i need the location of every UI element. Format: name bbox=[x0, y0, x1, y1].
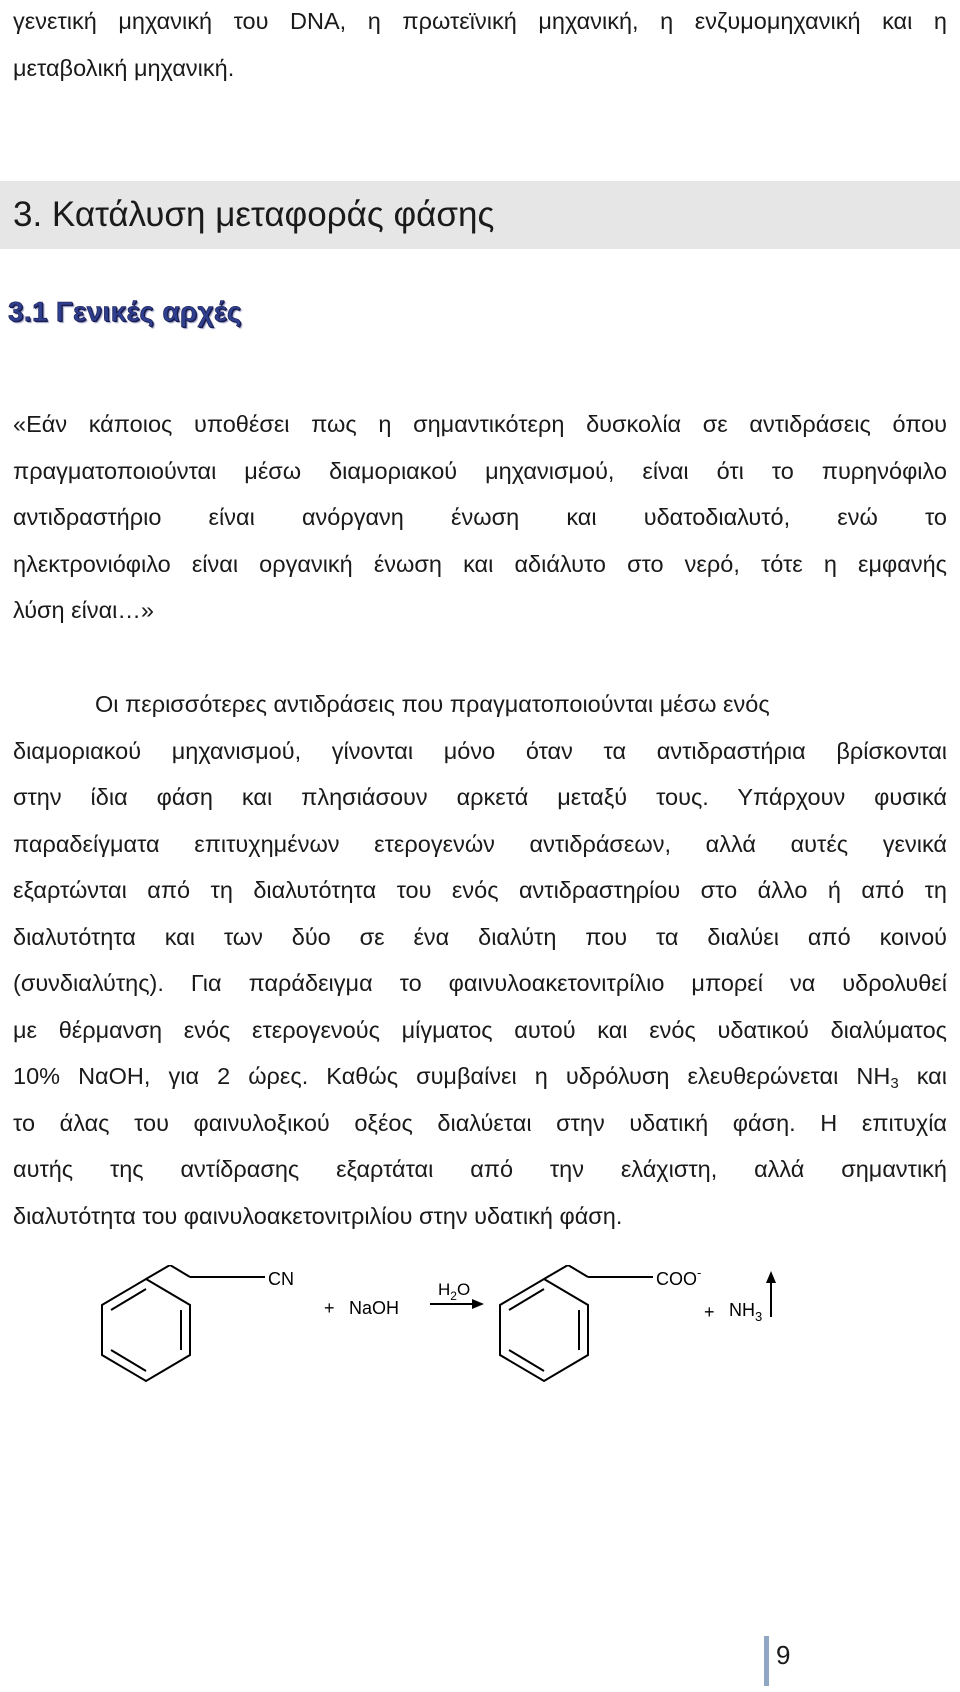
solvent-end: O bbox=[456, 1280, 471, 1299]
benzene-ring-reactant bbox=[102, 1265, 265, 1381]
text-line: διαμοριακού μηχανισμού, γίνονται μόνο όταν τα αντιδραστήρια βρίσκονται bbox=[13, 737, 947, 764]
text-line: αντιδραστήριο είναι ανόργανη ένωση και υδατοδιαλυτό, ενώ το bbox=[13, 504, 947, 530]
gas-sub: 3 bbox=[755, 1309, 763, 1324]
gas-product bbox=[729, 1300, 762, 1324]
section-heading-band bbox=[0, 181, 960, 249]
plus-sign: + bbox=[324, 1298, 335, 1318]
reagent: NaOH bbox=[349, 1298, 400, 1318]
text-line: λύση είναι…» bbox=[13, 597, 154, 623]
top-paragraph bbox=[13, 0, 947, 91]
body-paragraph bbox=[13, 681, 947, 1239]
text-segment: και bbox=[898, 1063, 947, 1089]
text-line: γενετική μηχανική του DNA, η πρωτεϊνική μηχανική, η ενζυμομηχανική και η bbox=[13, 8, 947, 34]
text-line: διαλυτότητα και των δύο σε ένα διαλύτη που τα διαλύει από κοινού bbox=[13, 923, 947, 950]
page-number-marker bbox=[764, 1636, 769, 1686]
solvent-main: H bbox=[438, 1280, 451, 1299]
text-segment: 10% ΝαΟΗ, για 2 ώρες. Καθώς συμβαίνει η υδρόλυση ελευθερώνεται NH bbox=[13, 1063, 891, 1089]
text-line: πραγματοποιούνται μέσω διαμοριακού μηχανισμού, είναι ότι το πυρηνόφιλο bbox=[13, 457, 947, 484]
product-charge: - bbox=[697, 1265, 702, 1280]
text-line: «Εάν κάποιος υποθέσει πως η σημαντικότερη δυσκολία σε αντιδράσεις όπου bbox=[13, 411, 947, 437]
reaction-scheme bbox=[100, 1265, 860, 1385]
section-heading: 3. Κατάλυση μεταφοράς φάσης bbox=[13, 195, 495, 234]
text-line: διαλυτότητα του φαινυλοακετονιτριλίου στην υδατική φάση. bbox=[13, 1202, 623, 1229]
text-line: Οι περισσότερες αντιδράσεις που πραγματοποιούνται μέσω ενός bbox=[95, 691, 770, 717]
text-line: (συνδιαλύτης). Για παράδειγμα το φαινυλοακετονιτρίλιο μπορεί να υδρολυθεί bbox=[13, 970, 947, 996]
gas-evolution-arrow bbox=[766, 1271, 776, 1317]
quote-paragraph bbox=[13, 401, 947, 634]
gas-main: NH bbox=[729, 1300, 755, 1320]
text-line: με θέρμανση ενός ετερογενούς μίγματος αυτού και ενός υδατικού διαλύματος bbox=[13, 1016, 947, 1043]
product-group bbox=[656, 1265, 701, 1289]
page-number: 9 bbox=[776, 1640, 791, 1670]
text-line: εξαρτώνται από τη διαλυτότητα του ενός αντιδραστηρίου στο άλλο ή από τη bbox=[13, 877, 947, 903]
subsection-heading: 3.1 Γενικές αρχές bbox=[8, 296, 242, 327]
solvent-sub: 2 bbox=[450, 1289, 457, 1303]
subscript: 3 bbox=[890, 1075, 899, 1092]
text-line: μεταβολική μηχανική. bbox=[13, 54, 235, 81]
text-line: παραδείγματα επιτυχημένων ετερογενών αντιδράσεων, αλλά αυτές γενικά bbox=[13, 830, 947, 857]
solvent-label bbox=[438, 1280, 470, 1303]
text-line: το άλας του φαινυλοξικού οξέος διαλύεται στην υδατική φάση. Η επιτυχία bbox=[13, 1109, 947, 1136]
text-line: στην ίδια φάση και πλησιάσουν αρκετά μεταξύ τους. Υπάρχουν φυσικά bbox=[13, 784, 947, 810]
text-line-with-formula bbox=[13, 1053, 947, 1100]
text-line: ηλεκτρονιόφιλο είναι οργανική ένωση και αδιάλυτο στο νερό, τότε η εμφανής bbox=[13, 550, 947, 577]
product-group-main: COO bbox=[656, 1269, 698, 1289]
text-line: αυτής της αντίδρασης εξαρτάται από την ελάχιστη, αλλά σημαντική bbox=[13, 1156, 947, 1182]
reactant-group: CN bbox=[268, 1269, 294, 1289]
plus-sign: + bbox=[704, 1302, 715, 1322]
benzene-ring-product bbox=[500, 1265, 653, 1381]
reaction-arrow bbox=[430, 1299, 484, 1309]
